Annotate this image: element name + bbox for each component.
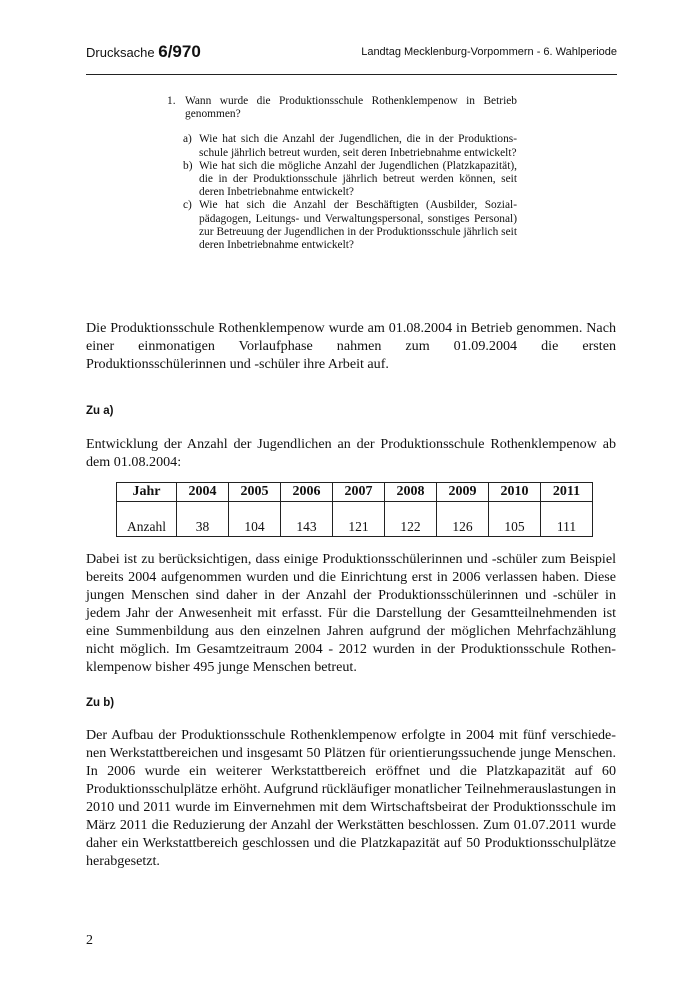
table-header-row (117, 483, 593, 502)
question-subs (167, 133, 517, 252)
table-year: 2008 (385, 483, 437, 502)
answer-paragraph: Die Produktionsschule Rothenklempenow wurde am 01.08.2004 in Betrieb genommen. Nach einer einmonatigen Vorlaufphase nahmen zum 01.09.2004 die ersten Produktionsschülerinnen und -schüler ihre Arbeit auf. (86, 320, 616, 372)
question-sub-c (167, 199, 517, 252)
table-cell: 104 (229, 502, 281, 537)
page-header (86, 40, 617, 75)
table-cell: 105 (489, 502, 541, 537)
sub-text: Wie hat sich die Anzahl der Beschäftigten (Ausbilder, Sozialpädagogen, Leitungs- und Verwaltungspersonal, sonstiges Personal) zur Betreuung der Jugendlichen in der Produktionsschule jährlich seit deren Inbetriebnahme entwickelt? (199, 199, 517, 252)
section-a-note: Dabei ist zu berücksichtigen, dass einige Produktionsschülerinnen und -schüler zum Beispiel bereits 2004 aufgenommen wurden und die Einrichtung erst in 2006 verlassen haben. Diese jungen Menschen sind daher in der Anzahl der Produktionsschülerinnen und -schüler in jedem Jahr der Anwesenheit mit erfasst. Für die Darstellung der Gesamtteilnehmenden ist eine Summenbildung aus den einzelnen Jahren aufgrund der möglichen Mehrfachzählung nicht möglich. Im Gesamtzeitraum 2004 - 2012 wurden in der Produktionsschule Rothenklempenow bisher 495 junge Menschen betreut. (86, 551, 616, 675)
sub-text: Wie hat sich die mögliche Anzahl der Jugendlichen (Platzkapazität), die in der Produktionsschule jährlich betreut werden können, seit deren Inbetriebnahme entwickelt? (199, 159, 517, 199)
table-year: 2005 (229, 483, 281, 502)
document-prefix: Drucksache (86, 45, 159, 60)
table-cell: 122 (385, 502, 437, 537)
table-row-label: Anzahl (117, 502, 177, 537)
sub-text: Wie hat sich die Anzahl der Jugendlichen, die in der Produktionsschule jährlich betreut wurden, seit deren Inbetriebnahme entwickelt? (199, 133, 517, 159)
table-year: 2010 (489, 483, 541, 502)
page-number: 2 (86, 933, 93, 948)
table-cell: 121 (333, 502, 385, 537)
table-year: 2006 (281, 483, 333, 502)
table-year: 2011 (541, 483, 593, 502)
question-block (167, 95, 517, 252)
sub-label: c) (183, 199, 192, 212)
table-row (117, 502, 593, 537)
table-cell: 143 (281, 502, 333, 537)
question-sub-a (167, 133, 517, 159)
table-cell: 38 (177, 502, 229, 537)
section-a-intro: Entwicklung der Anzahl der Jugendlichen an der Produktionsschule Rothenklempenow ab dem 01.08.2004: (86, 436, 616, 470)
document-number: 6/970 (158, 42, 201, 61)
question-number: 1. (167, 95, 176, 107)
parliament-label: Landtag Mecklenburg-Vorpommern - 6. Wahlperiode (361, 46, 617, 58)
participants-table (116, 482, 593, 537)
table-year: 2009 (437, 483, 489, 502)
document-id (86, 42, 201, 62)
section-a-heading: Zu a) (86, 405, 114, 417)
section-b-heading: Zu b) (86, 697, 115, 709)
question-main (167, 95, 517, 121)
table-cell: 111 (541, 502, 593, 537)
table-header-label: Jahr (117, 483, 177, 502)
sub-label: b) (183, 159, 193, 172)
question-sub-b (167, 160, 517, 200)
table-year: 2007 (333, 483, 385, 502)
section-b-text: Der Aufbau der Produktionsschule Rothenklempenow erfolgte in 2004 mit fünf verschiedenen Werkstattbereichen und insgesamt 50 Plätzen für orientierungssuchende junge Menschen. In 2006 wurde ein weiterer Werkstattbereich eröffnet und die Platzkapazität auf 60 Produktionsschulplätze erhöht. Aufgrund rückläufiger monatlicher Teilnehmerauslastungen in 2010 und 2011 wurde im Einvernehmen mit dem Wirtschaftsbeirat der Produktionsschule im März 2011 die Reduzierung der Anzahl der Werkstätten beschlossen. Zum 01.07.2011 wurde daher ein Werkstattbereich geschlossen und die Platzkapazität auf 50 Produktionsschulplätze herabgesetzt. (86, 727, 616, 869)
sub-label: a) (183, 133, 192, 146)
question-text: Wann wurde die Produktionsschule Rothenklempenow in Betrieb genommen? (185, 95, 517, 121)
table-year: 2004 (177, 483, 229, 502)
table-cell: 126 (437, 502, 489, 537)
